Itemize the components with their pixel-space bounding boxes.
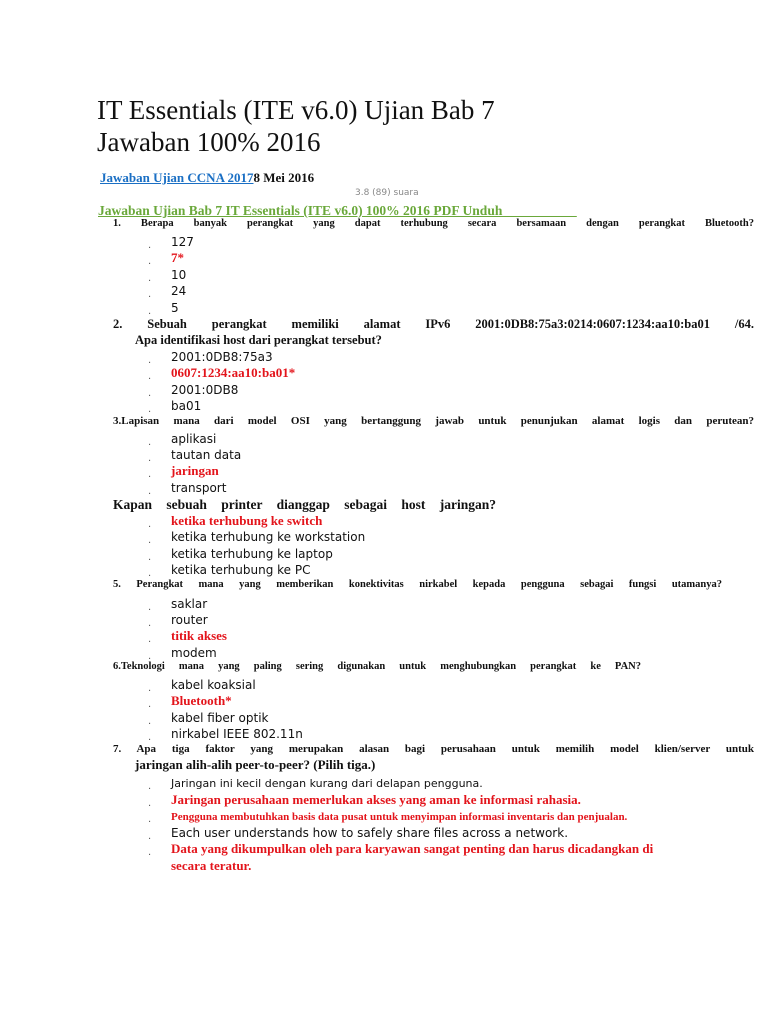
bullet: . [148,568,152,579]
bullet: . [148,240,152,251]
q7-option-2-answer[interactable]: . Jaringan perusahaan memerlukan akses yang aman ke informasi rahasia. [148,792,581,812]
q7-option-5-continuation: secara teratur. [171,858,252,873]
bullet: . [148,634,152,645]
bullet: . [148,831,152,842]
question-1: 1. Berapa banyak perangkat yang dapat terhubung secara bersamaan dengan perangkat Bluetooth? [113,218,754,229]
question-3: 3.Lapisan mana dari model OSI yang bertanggung jawab untuk penunjukan alamat logis dan perutean? [113,415,754,427]
bullet: . [148,289,152,300]
bullet: . [148,355,152,366]
q4-option-4[interactable]: . ketika terhubung ke PC [148,562,310,582]
q1-option-3[interactable]: . 10 [148,267,186,287]
q3-option-1[interactable]: . aplikasi [148,431,216,451]
bullet: . [148,732,152,743]
question-7: 7. Apa tiga faktor yang merupakan alasan bagi perusahaan untuk memilih model klien/server untuk [113,743,754,755]
title-line-1: IT Essentials (ITE v6.0) Ujian Bab 7 [97,95,495,125]
bullet: . [148,847,152,858]
q5-option-4[interactable]: . modem [148,645,217,665]
question-5: 5. Perangkat mana yang memberikan konektivitas nirkabel kepada pengguna sebagai fungsi utamanya? [113,579,722,590]
q7-option-5-answer[interactable]: . Data yang dikumpulkan oleh para karyawan sangat penting dan harus dicadangkan di [148,841,653,861]
bullet: . [148,716,152,727]
bullet: . [148,602,152,613]
q3-option-3-answer[interactable]: . jaringan [148,463,219,483]
bullet: . [148,469,152,480]
bullet: . [148,404,152,415]
q5-option-1[interactable]: . saklar [148,596,207,616]
bullet: . [148,306,152,317]
page-title [97,94,737,158]
question-2-line-2: Apa identifikasi host dari perangkat tersebut? [135,333,382,347]
q1-option-5[interactable]: . 5 [148,300,179,320]
q2-option-4[interactable]: . ba01 [148,398,201,418]
pdf-download-link[interactable]: Jawaban Ujian Bab 7 IT Essentials (ITE v6.0) 100% 2016 PDF Unduh___________ [98,203,577,218]
q1-option-1[interactable]: . 127 [148,234,194,254]
ccna-answers-link[interactable]: Jawaban Ujian CCNA 2017 [100,170,254,185]
bullet: . [148,814,152,825]
bullet: . [148,651,152,662]
question-7-line-2: jaringan alih-alih peer-to-peer? (Pilih tiga.) [135,757,376,772]
bullet: . [148,618,152,629]
bullet: . [148,535,152,546]
bullet: . [148,371,152,382]
q2-option-3[interactable]: . 2001:0DB8 [148,382,238,402]
bullet: . [148,552,152,563]
publish-date: 8 Mei 2016 [253,170,315,185]
rating-votes: 3.8 (89) suara [355,188,419,198]
q3-option-4[interactable]: . transport [148,480,226,500]
bullet: . [148,388,152,399]
question-2: 2. Sebuah perangkat memiliki alamat IPv6 2001:0DB8:75a3:0214:0607:1234:aa10:ba01 /64. [113,317,754,331]
byline [100,170,314,186]
q6-option-2-answer[interactable]: . Bluetooth* [148,693,232,713]
q6-option-1[interactable]: . kabel koaksial [148,677,256,697]
bullet: . [148,256,152,267]
bullet: . [148,519,152,530]
q1-option-2-answer[interactable]: . 7* [148,250,184,270]
q2-option-2-answer[interactable]: . 0607:1234:aa10:ba01* [148,365,295,385]
bullet: . [148,486,152,497]
bullet: . [148,781,152,792]
q7-option-3-answer[interactable]: . Pengguna membutuhkan basis data pusat untuk menyimpan informasi inventaris dan penjualan. [148,808,627,828]
q2-option-1[interactable]: . 2001:0DB8:75a3 [148,349,273,369]
q5-option-2[interactable]: . router [148,612,208,632]
bullet: . [148,273,152,284]
title-line-2: Jawaban 100% 2016 [97,127,321,157]
q5-option-3-answer[interactable]: . titik akses [148,628,227,648]
q3-option-2[interactable]: . tautan data [148,447,241,467]
q1-option-4[interactable]: . 24 [148,283,186,303]
q7-option-1[interactable]: . Jaringan ini kecil dengan kurang dari delapan pengguna. [148,775,483,795]
bullet: . [148,798,152,809]
q4-option-1-answer[interactable]: . ketika terhubung ke switch [148,513,322,533]
bullet: . [148,699,152,710]
q6-option-3[interactable]: . kabel fiber optik [148,710,269,730]
q7-option-4[interactable]: . Each user understands how to safely share files across a network. [148,825,568,845]
q4-option-2[interactable]: . ketika terhubung ke workstation [148,529,365,549]
q4-option-3[interactable]: . ketika terhubung ke laptop [148,546,333,566]
q6-option-4[interactable]: . nirkabel IEEE 802.11n [148,726,303,746]
bullet: . [148,437,152,448]
bullet: . [148,453,152,464]
question-4: Kapan sebuah printer dianggap sebagai host jaringan? [113,497,496,512]
bullet: . [148,683,152,694]
question-6: 6.Teknologi mana yang paling sering digunakan untuk menghubungkan perangkat ke PAN? [113,661,641,672]
